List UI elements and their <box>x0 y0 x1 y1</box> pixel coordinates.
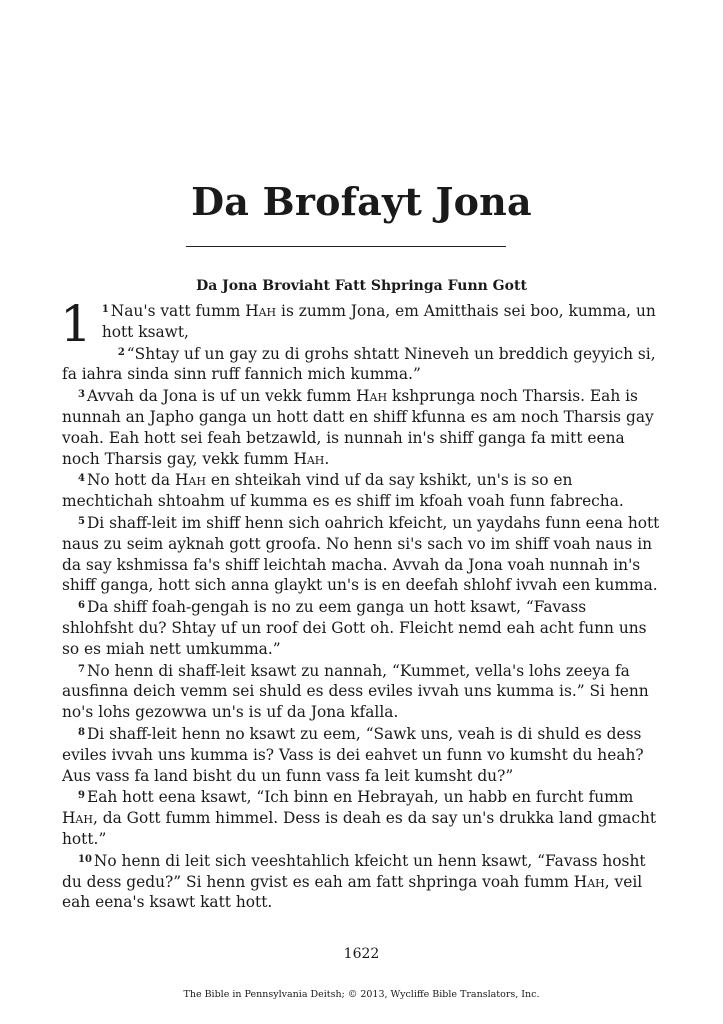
verse-number: 8 <box>78 726 85 738</box>
verse-text: “Shtay uf un gay zu di grohs shtatt Nineveh un breddich geyyich si, fa iahra sinda sinn ruff fannich mich kumma.” <box>62 344 656 384</box>
verse-number: 7 <box>78 663 85 675</box>
verse-number: 3 <box>78 389 85 401</box>
verse-text: Avvah da Jona is uf un vekk fumm <box>86 387 357 406</box>
verse-number: 4 <box>78 473 85 485</box>
section-heading: Da Jona Broviaht Fatt Shpringa Funn Gott <box>196 278 527 294</box>
divine-name: Hah <box>293 449 325 468</box>
scripture-text <box>60 295 662 913</box>
verse-number: 2 <box>117 346 125 358</box>
verse-number: 9 <box>78 790 85 802</box>
verse-text: kshprunga noch Tharsis. Eah is nunnah an Japho ganga un hott datt en shiff kfunna es am noch Tharsis gay voah. Eah hott sei feah betzawld, is nunnah in's shiff ganga fa mitt eena noch Tharsis gay, vekk fumm <box>62 387 654 468</box>
verse-text: Di shaff-leit im shiff henn sich oahrich kfeicht, un yaydahs funn eena hott naus zu seim ayknah gott groofa. No henn si's sach vo im shiff voah naus in da say kshmissa fa's shiff leichtah macha. Avvah da Jona voah nunnah in's shiff ganga, hott sich anna glaykt un's is en deefah shlohf ivvah een kumma. <box>62 513 660 595</box>
verse <box>62 660 662 723</box>
verse <box>62 850 662 913</box>
copyright-footer: The Bible in Pennsylvania Deitsh; © 2013, Wycliffe Bible Translators, Inc. <box>183 989 540 1000</box>
divine-name: Hah <box>62 809 93 828</box>
verse-text: Nau's vatt fumm <box>110 302 246 320</box>
verse-text: No henn di leit sich veeshtahlich kfeicht un henn ksawt, “Favass hosht du dess gedu?” Si henn gvist es eah am fatt shpringa voah fumm <box>62 851 646 891</box>
verse-text: Da shiff foah-gengah is no zu eem ganga un hott ksawt, “Favass shlohfsht du? Shtay uf un roof dei Gott oh. Fleicht nemd eah acht funn uns so es miah nett umkumma.” <box>62 598 647 658</box>
verse-text: , veil eah eena's ksawt katt hott. <box>62 872 643 912</box>
verse-text: Di shaff-leit henn no ksawt zu eem, “Sawk uns, veah is di shuld es dess eviles ivvah uns kumma is? Vass is dei eahvet un funn vo kumsht du heah? Aus vass fa land bisht du un funn vass fa leit kumsht du?” <box>62 724 644 785</box>
title-divider <box>186 246 506 247</box>
divine-name: Hah <box>573 872 605 891</box>
verse-text: en shteikah vind uf da say kshikt, un's is so en mechtichah shtoahm uf kumma es es shiff im kfoah voah funn fabrecha. <box>62 471 624 511</box>
verse-text: . <box>324 449 330 468</box>
verse-text: No henn di shaff-leit ksawt zu nannah, “Kummet, vella's lohs zeeya fa ausfinna deich vemm sei shuld es dess eviles ivvah uns kumma is.” Si henn no's lohs gezowwa un's is uf da Jona kfalla. <box>62 661 649 722</box>
chapter-number: 1 <box>60 295 92 353</box>
verse-number: 10 <box>78 853 92 865</box>
verse-number: 1 <box>101 304 109 315</box>
verse <box>62 596 662 659</box>
verse-text: No hott da <box>86 471 175 490</box>
divine-name: Hah <box>356 387 388 406</box>
verse <box>62 343 662 386</box>
verse-text: , da Gott fumm himmel. Dess is deah es da say un's drukka land gmacht hott.” <box>62 809 657 848</box>
verse <box>62 723 662 786</box>
verse <box>62 469 662 512</box>
verse-list <box>60 295 662 913</box>
verse <box>62 786 662 849</box>
book-title: Da Brofayt Jona <box>191 179 532 224</box>
verse-text: is zumm Jona, em Amitthais sei boo, kumma, un hott ksawt, <box>101 302 656 341</box>
page-number: 1622 <box>343 946 380 962</box>
verse <box>62 300 662 343</box>
verse <box>62 385 662 469</box>
verse-text: Eah hott eena ksawt, “Ich binn en Hebrayah, un habb en furcht fumm <box>86 788 634 807</box>
divine-name: Hah <box>174 471 206 490</box>
verse <box>62 512 662 596</box>
verse-number: 5 <box>78 515 85 527</box>
divine-name: Hah <box>245 302 277 320</box>
verse-number: 6 <box>78 600 85 612</box>
